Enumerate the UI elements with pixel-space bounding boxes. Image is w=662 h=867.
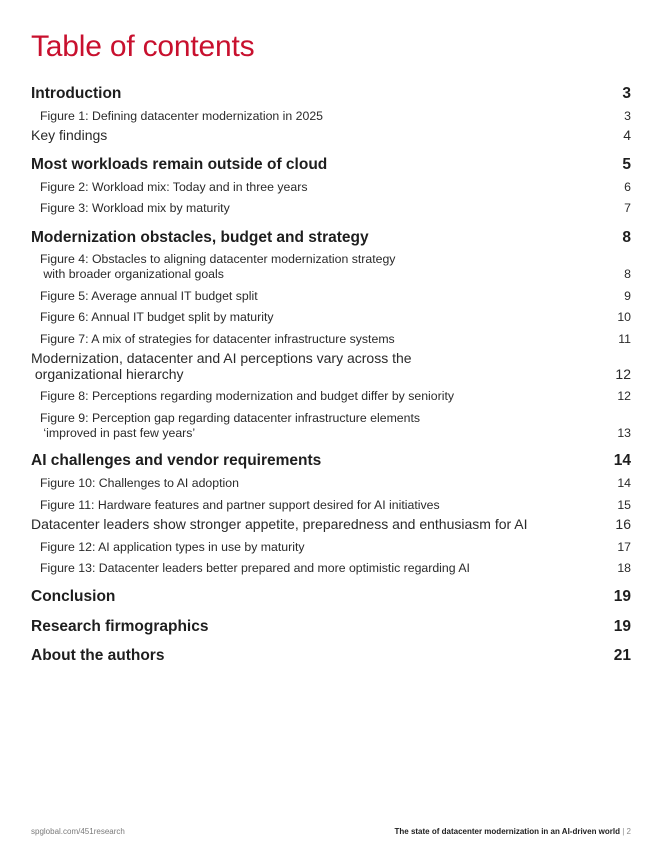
page-title: Table of contents xyxy=(31,30,255,63)
toc-entry-label: Figure 10: Challenges to AI adoption xyxy=(40,476,239,490)
toc-entry-label: Figure 4: Obstacles to aligning datacenter modernization strategy with broader organizational goals xyxy=(40,252,396,281)
toc-entry-page: 4 xyxy=(623,127,631,143)
toc-entry-page: 8 xyxy=(622,229,631,246)
toc-entry-label: Figure 3: Workload mix by maturity xyxy=(40,201,230,215)
toc-entry-page: 16 xyxy=(615,516,631,532)
toc-entry-page: 12 xyxy=(615,366,631,382)
toc-entry-label: Key findings xyxy=(31,127,108,143)
toc-entry-label: Figure 13: Datacenter leaders better prepared and more optimistic regarding AI xyxy=(40,561,470,575)
toc-entry-page: 14 xyxy=(617,476,631,490)
toc-entry-page: 13 xyxy=(617,426,631,440)
toc-entry-page: 18 xyxy=(617,561,631,575)
toc-entry-label: Modernization obstacles, budget and strategy xyxy=(31,229,369,246)
toc-entry-label: Modernization, datacenter and AI perceptions vary across the organizational hierarchy xyxy=(31,350,412,382)
toc-entry-label: Figure 2: Workload mix: Today and in three years xyxy=(40,180,308,194)
toc-entry-label: Introduction xyxy=(31,85,122,102)
toc-entry-label: Datacenter leaders show stronger appetite, preparedness and enthusiasm for AI xyxy=(31,516,528,532)
toc-entry-label: Figure 8: Perceptions regarding modernization and budget differ by seniority xyxy=(40,389,455,403)
toc-entry-page: 12 xyxy=(617,389,631,403)
toc-entry-label: Figure 6: Annual IT budget split by maturity xyxy=(40,310,274,324)
toc-entry-page: 19 xyxy=(613,618,631,635)
footer-doc-info xyxy=(395,827,632,836)
toc-entry-label: Figure 7: A mix of strategies for datacenter infrastructure systems xyxy=(40,332,395,346)
toc-entry-label: Figure 9: Perception gap regarding datacenter infrastructure elements ‘improved in past few years’ xyxy=(40,411,421,440)
toc-entry-page: 5 xyxy=(622,156,631,173)
toc-entry[interactable] xyxy=(31,411,631,443)
toc-entry-page: 8 xyxy=(624,267,631,281)
toc-entry[interactable] xyxy=(31,350,631,386)
toc-entry-label: Figure 1: Defining datacenter modernization in 2025 xyxy=(40,109,324,123)
toc-entry-page: 6 xyxy=(624,180,631,194)
toc-entry-page: 9 xyxy=(624,289,631,303)
toc-entry-label: Research firmographics xyxy=(31,618,209,635)
toc-entry-page: 3 xyxy=(624,109,631,123)
toc-entry-label: About the authors xyxy=(31,647,165,664)
toc-entry-page: 14 xyxy=(613,452,631,469)
footer-page-number: 2 xyxy=(626,827,631,836)
toc-entry-page: 19 xyxy=(613,588,631,605)
toc-entry[interactable] xyxy=(31,252,631,284)
toc-entry-page: 7 xyxy=(624,201,631,215)
toc-entry-page: 21 xyxy=(613,647,631,664)
toc-entry-label: Figure 5: Average annual IT budget split xyxy=(40,289,258,303)
footer-separator: | xyxy=(620,827,627,836)
toc-entry-label: Most workloads remain outside of cloud xyxy=(31,156,328,173)
toc-entry-label: Conclusion xyxy=(31,588,116,605)
toc-entry-page: 17 xyxy=(617,540,631,554)
toc-entry-page: 11 xyxy=(618,332,631,346)
toc-entry-label: AI challenges and vendor requirements xyxy=(31,452,322,469)
footer-url[interactable]: spglobal.com/451research xyxy=(31,827,125,836)
toc-entry-page: 3 xyxy=(622,85,631,102)
toc-entry-page: 15 xyxy=(617,498,631,512)
toc-entry-page: 10 xyxy=(617,310,631,324)
toc-entry-label: Figure 11: Hardware features and partner support desired for AI initiatives xyxy=(40,498,440,512)
toc-entry-label: Figure 12: AI application types in use by maturity xyxy=(40,540,305,554)
footer-doc-title: The state of datacenter modernization in an AI-driven world xyxy=(394,827,621,836)
